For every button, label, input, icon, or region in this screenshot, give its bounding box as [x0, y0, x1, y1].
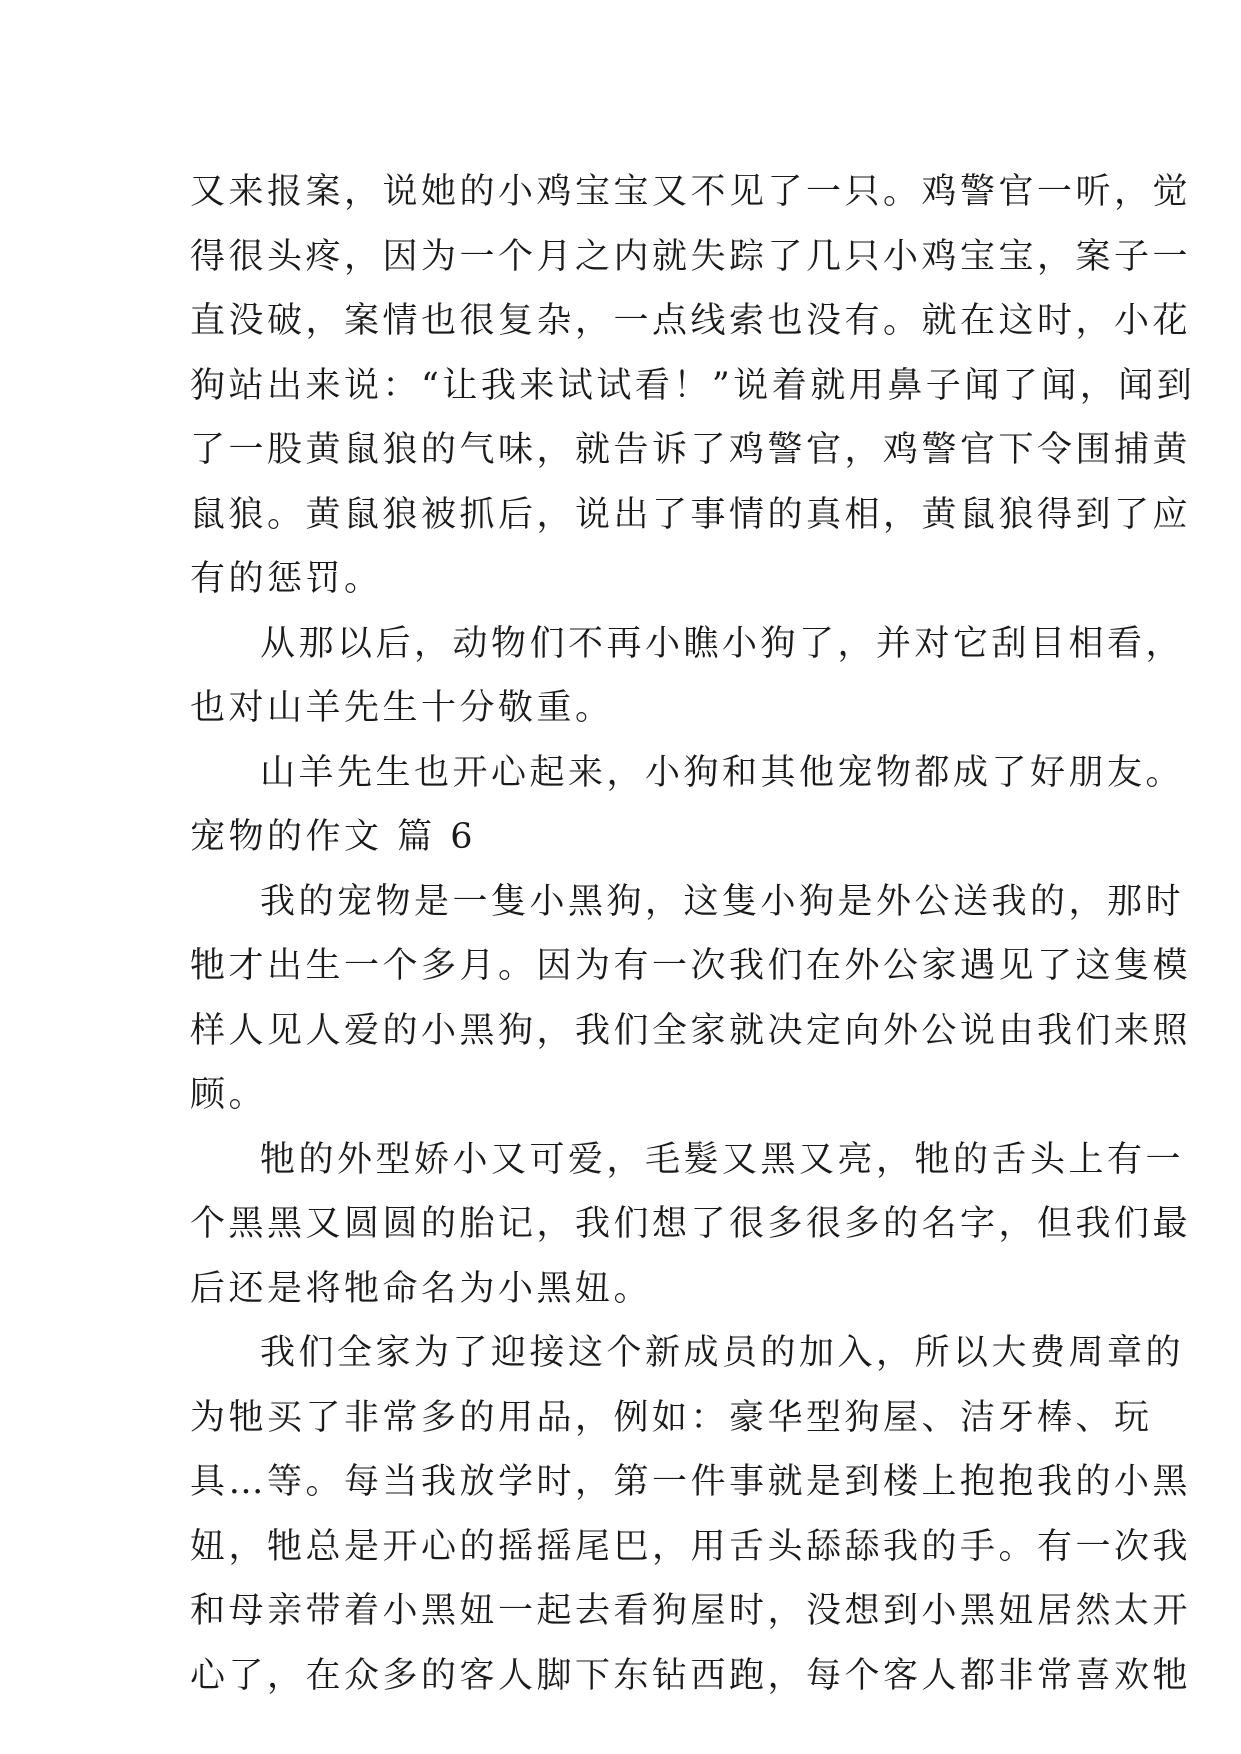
article-body	[190, 160, 1196, 1708]
text-line: 了一股黄鼠狼的气味，就告诉了鸡警官，鸡警官下令围捕黄	[190, 430, 1192, 470]
text-line: 有的惩罚。	[190, 559, 383, 599]
text-line: 牠才出生一个多月。因为有一次我们在外公家遇见了这隻模	[190, 946, 1192, 986]
text-line: 具…等。每当我放学时，第一件事就是到楼上抱抱我的小黑	[190, 1462, 1192, 1502]
paragraph-first-line: 牠的外型娇小又可爱，毛髮又黑又亮，牠的舌头上有一	[260, 1139, 1185, 1180]
text-line: 为牠买了非常多的用品，例如：豪华型狗屋、洁牙棒、玩	[190, 1397, 1153, 1438]
paragraph-first-line: 我的宠物是一隻小黑狗，这隻小狗是外公送我的，那时	[260, 881, 1185, 922]
text-line: 得很头疼，因为一个月之内就失踪了几只小鸡宝宝，案子一	[190, 236, 1192, 277]
text-line: 顾。	[190, 1075, 268, 1115]
text-line: 样人见人爱的小黑狗，我们全家就决定向外公说由我们来照	[190, 1010, 1192, 1051]
text-line: 心了，在众多的客人脚下东钻西跑，每个客人都非常喜欢牠	[190, 1655, 1192, 1696]
paragraph-first-line: 山羊先生也开心起来，小狗和其他宠物都成了好朋友。	[260, 752, 1185, 793]
text-line: 也对山羊先生十分敬重。	[190, 688, 614, 728]
text-line: 又来报案，说她的小鸡宝宝又不见了一只。鸡警官一听，觉	[190, 172, 1192, 212]
text-line: 狗站出来说：“让我来试试看！”说着就用鼻子闻了闻，闻到	[190, 365, 1196, 406]
text-line: 妞，牠总是开心的摇摇尾巴，用舌头舔舔我的手。有一次我	[190, 1526, 1192, 1567]
text-line: 直没破，案情也很复杂，一点线索也没有。就在这时，小花	[190, 301, 1192, 341]
section-heading: 宠物的作文 篇 6	[190, 817, 477, 857]
text-line: 后还是将牠命名为小黑妞。	[190, 1268, 653, 1309]
text-line: 个黑黑又圆圆的胎记，我们想了很多很多的名字，但我们最	[190, 1204, 1192, 1244]
paragraph-first-line: 从那以后，动物们不再小瞧小狗了，并对它刮目相看，	[260, 623, 1185, 664]
text-line: 鼠狼。黄鼠狼被抓后，说出了事情的真相，黄鼠狼得到了应	[190, 494, 1192, 535]
paragraph-first-line: 我们全家为了迎接这个新成员的加入，所以大费周章的	[260, 1333, 1185, 1373]
text-line: 和母亲带着小黑妞一起去看狗屋时，没想到小黑妞居然太开	[190, 1591, 1192, 1631]
